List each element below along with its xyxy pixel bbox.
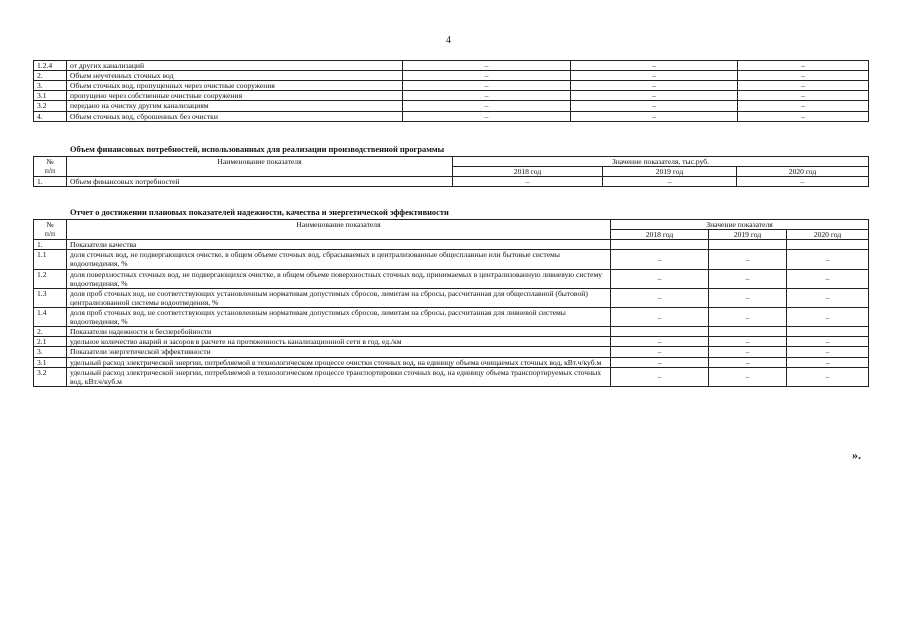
row-value-2020: –	[738, 101, 869, 111]
row-number: 3.	[34, 347, 67, 357]
table-row	[34, 61, 869, 71]
row-value-2020: –	[738, 61, 869, 71]
row-value-2018: –	[611, 347, 709, 357]
row-number: 1.1	[34, 250, 67, 269]
row-value-2019: –	[709, 307, 787, 326]
header-num	[34, 157, 67, 177]
row-value-2020: –	[738, 81, 869, 91]
row-value-2020: –	[787, 307, 869, 326]
finance-table-caption: Объем финансовых потребностей, использованных для реализации производственной программы	[70, 145, 445, 154]
row-value-2018: –	[453, 177, 603, 187]
row-value-2020	[787, 240, 869, 250]
row-value-2019: –	[571, 91, 738, 101]
row-value-2020	[787, 327, 869, 337]
table-row	[34, 81, 869, 91]
row-value-2019: –	[709, 357, 787, 367]
header-year: 2020 год	[737, 167, 869, 177]
row-value-2018: –	[403, 91, 571, 101]
table-row	[34, 357, 869, 367]
row-value-2020: –	[738, 91, 869, 101]
row-name: пропущено через собственные очистные сооружения	[67, 91, 403, 101]
row-value-2019: –	[571, 81, 738, 91]
row-value-2019	[709, 327, 787, 337]
row-value-2018: –	[403, 81, 571, 91]
row-value-2018: –	[611, 269, 709, 288]
row-name: Объем неучтенных сточных вод	[67, 71, 403, 81]
row-number: 2.	[34, 71, 67, 81]
header-value: Значение показателя, тыс.руб.	[453, 157, 869, 167]
row-number: 1.2	[34, 269, 67, 288]
row-value-2018: –	[611, 357, 709, 367]
row-value-2018: –	[611, 288, 709, 307]
table-row	[34, 91, 869, 101]
row-number: 3.2	[34, 367, 67, 386]
table-row	[34, 337, 869, 347]
row-value-2019: –	[709, 367, 787, 386]
table-row	[34, 288, 869, 307]
row-value-2018: –	[611, 337, 709, 347]
row-name: Объем сточных вод, сброшенных без очистки	[67, 111, 403, 121]
row-number: 1.4	[34, 307, 67, 326]
row-value-2020: –	[737, 177, 869, 187]
row-value-2019: –	[709, 288, 787, 307]
row-number: 3.	[34, 81, 67, 91]
row-name: доля проб сточных вод, не соответствующих установленным нормативам допустимых сбросов, лимитам на сбросы, рассчитанная для общесплавной (бытовой) централизованной системы водоотведения, %	[67, 288, 611, 307]
row-value-2020: –	[787, 367, 869, 386]
row-value-2020: –	[787, 269, 869, 288]
row-value-2018: –	[611, 307, 709, 326]
table-row	[34, 307, 869, 326]
row-value-2020: –	[787, 357, 869, 367]
row-value-2018: –	[611, 367, 709, 386]
row-number: 2.	[34, 327, 67, 337]
row-number: 4.	[34, 111, 67, 121]
indicators-table	[33, 219, 869, 387]
row-value-2019	[709, 240, 787, 250]
row-value-2020: –	[787, 250, 869, 269]
row-value-2019: –	[571, 111, 738, 121]
row-value-2019: –	[571, 71, 738, 81]
row-value-2020: –	[787, 288, 869, 307]
row-value-2018: –	[403, 111, 571, 121]
row-value-2018	[611, 327, 709, 337]
closing-quote-mark: ».	[852, 448, 861, 462]
header-num-label: №	[46, 157, 54, 166]
row-value-2020: –	[738, 71, 869, 81]
row-name: удельное количество аварий и засоров в расчете на протяженность канализационной сети в год, ед./км	[67, 337, 611, 347]
row-name: от других канализаций	[67, 61, 403, 71]
row-name: передано на очистку другим канализациям	[67, 101, 403, 111]
table-row	[34, 250, 869, 269]
table-row	[34, 327, 869, 337]
wastewater-volume-table	[33, 60, 869, 122]
row-value-2018: –	[403, 101, 571, 111]
row-number: 3.1	[34, 357, 67, 367]
row-name: удельный расход электрической энергии, потребляемой в технологическом процессе транспортировки сточных вод, на единицу объема транспортируемых сточных вод, кВт.ч/куб.м	[67, 367, 611, 386]
row-name: удельный расход электрической энергии, потребляемой в технологическом процессе очистки сточных вод, на единицу объема очищаемых сточных вод, кВт.ч/куб.м	[67, 357, 611, 367]
header-year: 2019 год	[603, 167, 737, 177]
table-row	[34, 367, 869, 386]
header-year: 2018 год	[453, 167, 603, 177]
table-row	[34, 347, 869, 357]
row-name: Показатели качества	[67, 240, 611, 250]
table-row	[34, 177, 869, 187]
row-name: Объем сточных вод, пропущенных через очистные сооружения	[67, 81, 403, 91]
row-name: Объем финансовых потребностей	[67, 177, 453, 187]
row-value-2019: –	[571, 101, 738, 111]
row-value-2019: –	[709, 250, 787, 269]
row-value-2018	[611, 240, 709, 250]
row-number: 2.1	[34, 337, 67, 347]
row-value-2019: –	[709, 337, 787, 347]
header-year: 2019 год	[709, 230, 787, 240]
header-num-sub: п/п	[44, 166, 56, 176]
indicators-table-caption: Отчет о достижении плановых показателей надежности, качества и энергетической эффективности	[70, 208, 449, 217]
row-number: 1.3	[34, 288, 67, 307]
page-number: 4	[446, 35, 451, 46]
header-num	[34, 220, 67, 240]
header-year: 2018 год	[611, 230, 709, 240]
table-row	[34, 101, 869, 111]
header-value: Значение показателя	[611, 220, 869, 230]
row-number: 1.2.4	[34, 61, 67, 71]
table-row	[34, 269, 869, 288]
row-value-2019: –	[603, 177, 737, 187]
header-name: Наименование показателя	[67, 157, 453, 177]
header-num-label: №	[46, 220, 54, 229]
row-number: 3.1	[34, 91, 67, 101]
row-value-2020: –	[738, 111, 869, 121]
header-name: Наименование показателя	[67, 220, 611, 240]
row-value-2019: –	[709, 347, 787, 357]
table-row	[34, 71, 869, 81]
row-number: 1.	[34, 240, 67, 250]
row-number: 3.2	[34, 101, 67, 111]
table-row	[34, 111, 869, 121]
header-year: 2020 год	[787, 230, 869, 240]
row-value-2019: –	[571, 61, 738, 71]
row-number: 1.	[34, 177, 67, 187]
table-row	[34, 240, 869, 250]
row-value-2019: –	[709, 269, 787, 288]
row-name: Показатели энергетической эффективности	[67, 347, 611, 357]
row-value-2018: –	[611, 250, 709, 269]
header-num-sub: п/п	[44, 229, 56, 239]
row-name: Показатели надежности и бесперебойности	[67, 327, 611, 337]
row-value-2018: –	[403, 71, 571, 81]
row-value-2018: –	[403, 61, 571, 71]
row-name: доля поверхностных сточных вод, не подвергающихся очистке, в общем объеме поверхностных сточных вод, принимаемых в централизованную ливневую систему водоотведения, %	[67, 269, 611, 288]
finance-table	[33, 156, 869, 187]
row-value-2020: –	[787, 347, 869, 357]
row-value-2020: –	[787, 337, 869, 347]
row-name: доля проб сточных вод, не соответствующих установленным нормативам допустимых сбросов, лимитам на сбросы, рассчитанная для ливневой системы водоотведения, %	[67, 307, 611, 326]
row-name: доля сточных вод, не подвергающихся очистке, в общем объеме сточных вод, сбрасываемых в централизованные общесплавные или бытовые системы водоотведения, %	[67, 250, 611, 269]
